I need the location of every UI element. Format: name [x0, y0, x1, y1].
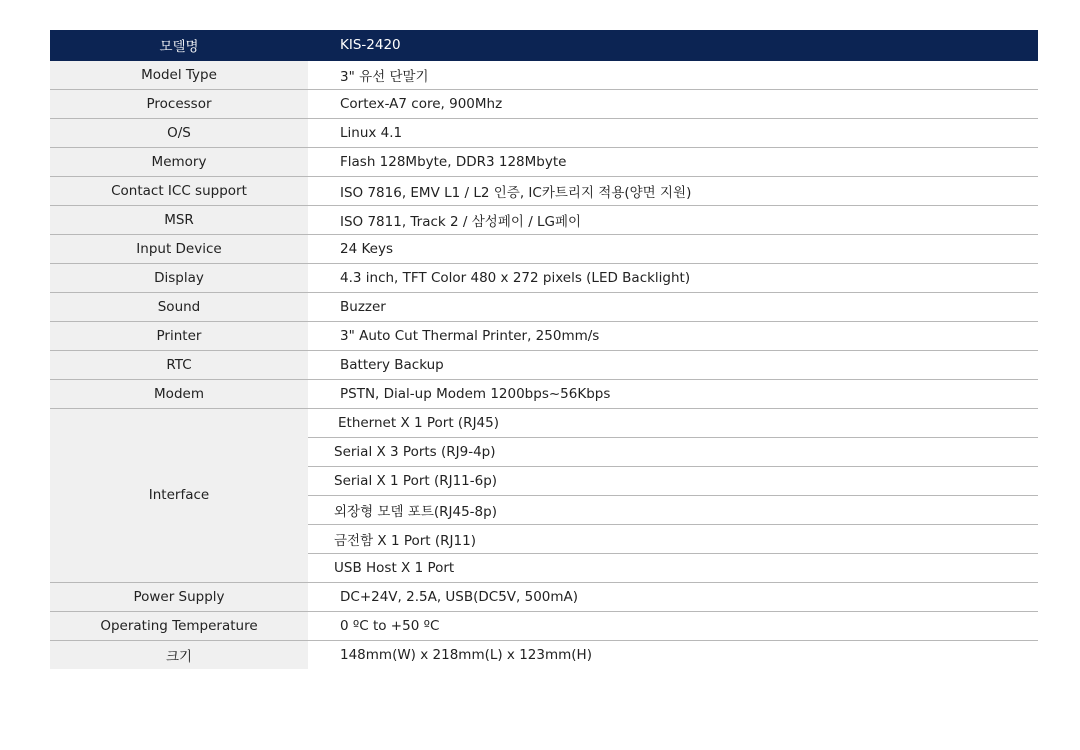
row-label: MSR: [50, 205, 308, 234]
interface-value: Serial X 3 Ports (RJ9-4p): [308, 437, 1038, 466]
table-row: [50, 263, 1038, 292]
row-label: Model Type: [50, 60, 308, 89]
row-value: Buzzer: [308, 292, 1038, 321]
row-label: Sound: [50, 292, 308, 321]
table-row: [50, 408, 1038, 437]
row-label: Processor: [50, 89, 308, 118]
row-value: 4.3 inch, TFT Color 480 x 272 pixels (LED Backlight): [308, 263, 1038, 292]
interface-value: 외장형 모뎀 포트(RJ45-8p): [308, 495, 1038, 524]
header-label: 모델명: [50, 30, 308, 60]
row-value: 3" 유선 단말기: [308, 60, 1038, 89]
table-row: [50, 582, 1038, 611]
table-row: [50, 147, 1038, 176]
table-row: [50, 234, 1038, 263]
row-value: ISO 7816, EMV L1 / L2 인증, IC카트리지 적용(양면 지원): [308, 176, 1038, 205]
interface-value: Ethernet X 1 Port (RJ45): [308, 408, 1038, 437]
header-value: KIS-2420: [308, 30, 1038, 60]
row-value: Flash 128Mbyte, DDR3 128Mbyte: [308, 147, 1038, 176]
table-header-row: [50, 30, 1038, 60]
table-row: [50, 292, 1038, 321]
row-value: PSTN, Dial-up Modem 1200bps~56Kbps: [308, 379, 1038, 408]
row-label: Operating Temperature: [50, 611, 308, 640]
row-value: 148mm(W) x 218mm(L) x 123mm(H): [340, 646, 592, 663]
interface-value: Serial X 1 Port (RJ11-6p): [308, 466, 1038, 495]
row-value: 3" Auto Cut Thermal Printer, 250mm/s: [308, 321, 1038, 350]
row-value: 24 Keys: [308, 234, 1038, 263]
table-row: [50, 379, 1038, 408]
row-value: DC+24V, 2.5A, USB(DC5V, 500mA): [308, 582, 1038, 611]
table-row: [50, 60, 1038, 89]
row-value: ISO 7811, Track 2 / 삼성페이 / LG페이: [308, 205, 1038, 234]
row-label: Memory: [50, 147, 308, 176]
table-row: [50, 321, 1038, 350]
table-row: [50, 350, 1038, 379]
row-label: 크기: [50, 640, 308, 669]
row-label: Display: [50, 263, 308, 292]
row-label: Modem: [50, 379, 308, 408]
row-value: 0 ºC to +50 ºC: [308, 611, 1038, 640]
table-row: [50, 611, 1038, 640]
row-label: O/S: [50, 118, 308, 147]
interface-value: USB Host X 1 Port: [308, 553, 1038, 582]
row-label: Power Supply: [50, 582, 308, 611]
interface-label: Interface: [50, 408, 308, 582]
row-label: RTC: [50, 350, 308, 379]
table-row: [50, 640, 1038, 669]
table-row: [50, 205, 1038, 234]
row-label: Contact ICC support: [50, 176, 308, 205]
row-value: Linux 4.1: [308, 118, 1038, 147]
interface-value: 금전함 X 1 Port (RJ11): [308, 524, 1038, 553]
row-value: Cortex-A7 core, 900Mhz: [308, 89, 1038, 118]
spec-table: [50, 30, 1038, 669]
table-row: [50, 176, 1038, 205]
row-value: Battery Backup: [308, 350, 1038, 379]
row-label: Input Device: [50, 234, 308, 263]
table-row: [50, 89, 1038, 118]
row-label: Printer: [50, 321, 308, 350]
table-row: [50, 118, 1038, 147]
